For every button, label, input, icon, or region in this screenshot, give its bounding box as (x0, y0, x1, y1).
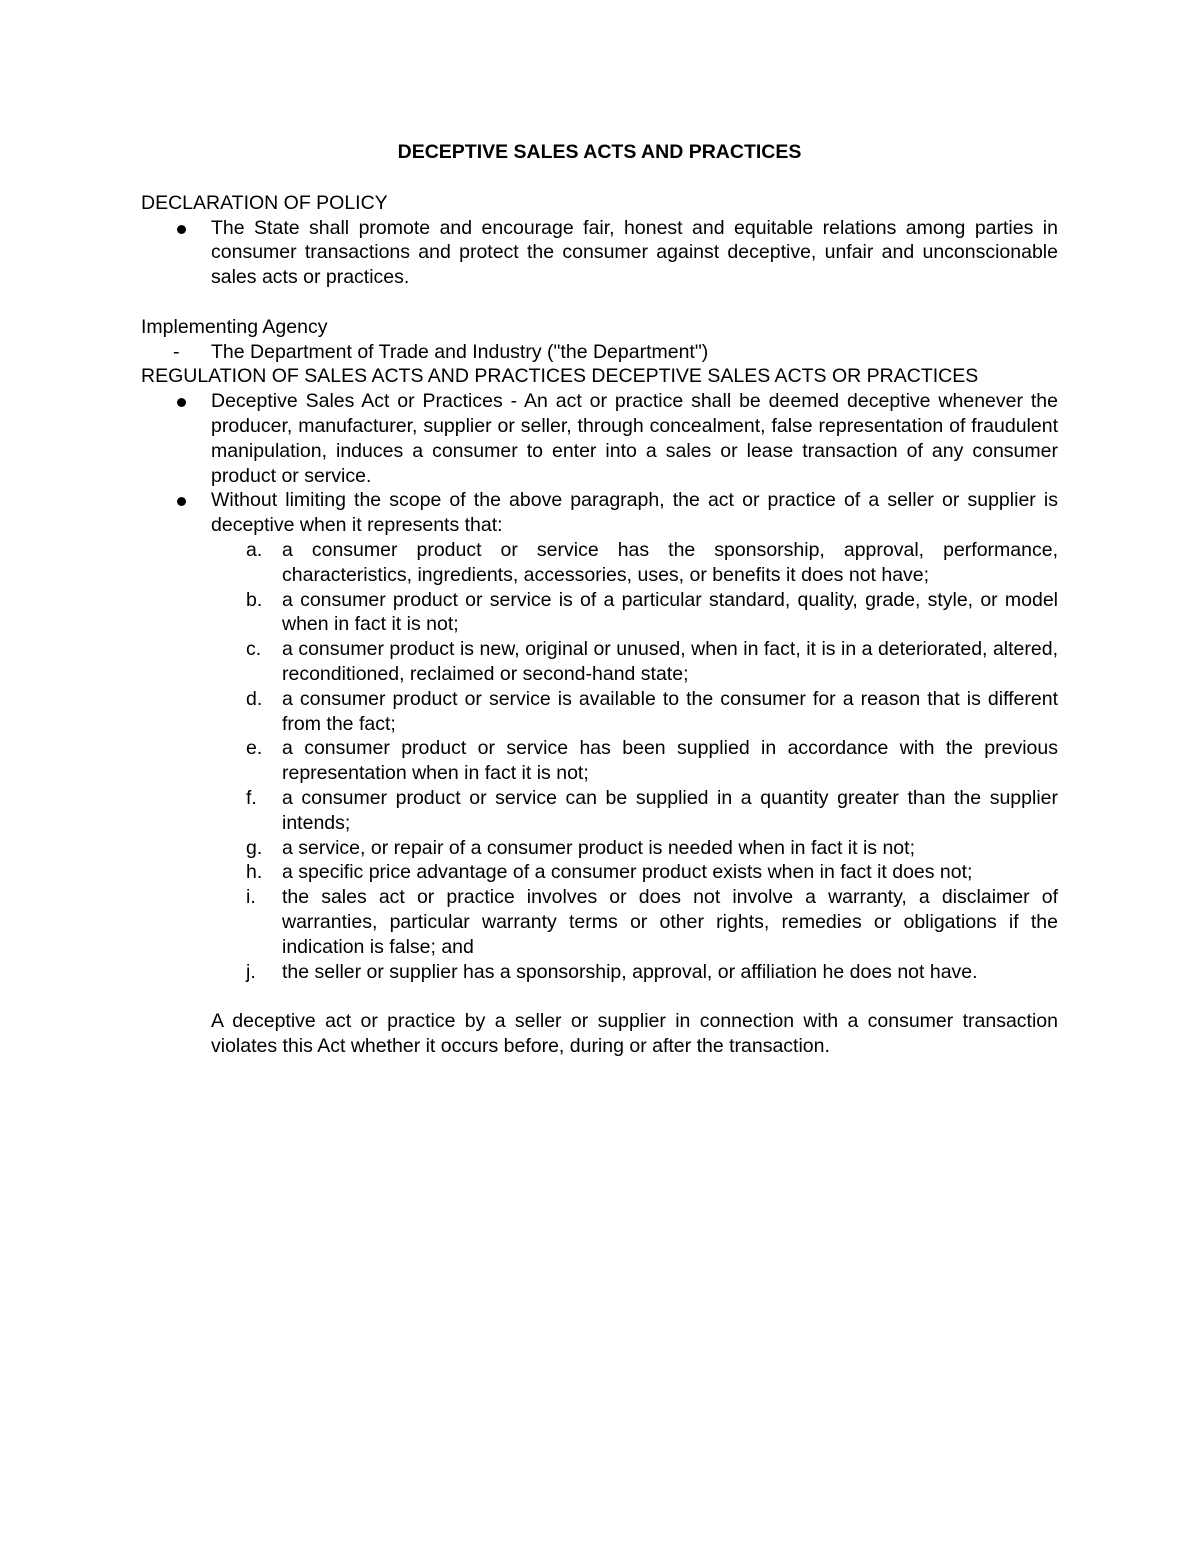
bullet-text: Without limiting the scope of the above paragraph, the act or practice of a seller or supplier is deceptive when it represents that: (211, 489, 1058, 537)
list-item (141, 588, 1058, 638)
list-item (141, 836, 1058, 861)
bullet-icon (177, 225, 186, 234)
document-title: DECEPTIVE SALES ACTS AND PRACTICES (397, 141, 802, 163)
spacer (141, 290, 1058, 315)
declaration-heading: DECLARATION OF POLICY (141, 191, 388, 214)
list-marker: f. (246, 786, 257, 809)
list-item-text: a service, or repair of a consumer product is needed when in fact it is not; (282, 836, 915, 859)
list-item (141, 736, 1058, 786)
list-item (141, 960, 1058, 985)
declaration-section (141, 191, 1058, 290)
list-item-text: a consumer product or service is available to the consumer for a reason that is different from the fact; (282, 687, 1058, 735)
list-item (141, 860, 1058, 885)
implementing-section (141, 315, 1058, 365)
list-marker: i. (246, 886, 256, 909)
bullet-text: The State shall promote and encourage fair, honest and equitable relations among parties in consumer transactions and protect the consumer against deceptive, unfair and unconscionable sales acts or practices. (211, 216, 1058, 289)
closing-paragraph: A deceptive act or practice by a seller or supplier in connection with a consumer transaction violates this Act whether it occurs before, during or after the transaction. (211, 1010, 1058, 1057)
list-item (141, 885, 1058, 959)
spacer (141, 984, 1058, 1009)
regulation-bullet-list (141, 389, 1058, 538)
list-marker: e. (246, 737, 263, 760)
list-item (141, 687, 1058, 737)
dash-marker: - (173, 340, 180, 363)
list-item (141, 786, 1058, 836)
list-item (141, 637, 1058, 687)
list-marker: c. (246, 638, 262, 661)
bullet-item (141, 389, 1058, 488)
dash-list-item (141, 340, 1058, 365)
dash-item-text: The Department of Trade and Industry ("the Department") (211, 340, 709, 363)
bullet-text: Deceptive Sales Act or Practices - An act or practice shall be deemed deceptive whenever the producer, manufacturer, supplier or seller, through concealment, false representation of fraudulent manipulation, induces a consumer to enter into a sales or lease transaction of any consumer product or service. (211, 390, 1058, 487)
regulation-section (141, 364, 1058, 1058)
document-page (141, 140, 1058, 1059)
list-item-text: the seller or supplier has a sponsorship, approval, or affiliation he does not have. (282, 960, 978, 983)
list-item-text: a consumer product or service can be supplied in a quantity greater than the supplier intends; (282, 786, 1058, 834)
list-item (141, 538, 1058, 588)
list-item-text: a consumer product is new, original or unused, when in fact, it is in a deteriorated, altered, reconditioned, reclaimed or second-hand state; (282, 638, 1058, 685)
bullet-item (141, 216, 1058, 290)
bullet-icon (177, 398, 186, 407)
bullet-item (141, 488, 1058, 538)
deceptive-representations-list (141, 538, 1058, 984)
bullet-icon (177, 497, 186, 506)
regulation-heading: REGULATION OF SALES ACTS AND PRACTICES DECEPTIVE SALES ACTS OR PRACTICES (141, 365, 979, 388)
list-item-text: a consumer product or service has been supplied in accordance with the previous representation when in fact it is not; (282, 737, 1058, 785)
list-item-text: the sales act or practice involves or does not involve a warranty, a disclaimer of warranties, particular warranty terms or other rights, remedies or obligations if the indication is false; and (282, 886, 1058, 958)
list-marker: d. (246, 687, 263, 710)
list-marker: a. (246, 538, 263, 561)
list-marker: g. (246, 836, 263, 859)
list-marker: j. (246, 960, 256, 983)
declaration-bullet-list (141, 216, 1058, 290)
list-item-text: a specific price advantage of a consumer product exists when in fact it does not; (282, 861, 973, 884)
list-item-text: a consumer product or service has the sponsorship, approval, performance, characteristics, ingredients, accessories, uses, or benefits it does not have; (282, 538, 1058, 586)
list-marker: b. (246, 588, 263, 611)
implementing-heading: Implementing Agency (141, 315, 328, 338)
list-marker: h. (246, 861, 263, 884)
list-item-text: a consumer product or service is of a particular standard, quality, grade, style, or model when in fact it is not; (282, 588, 1058, 636)
